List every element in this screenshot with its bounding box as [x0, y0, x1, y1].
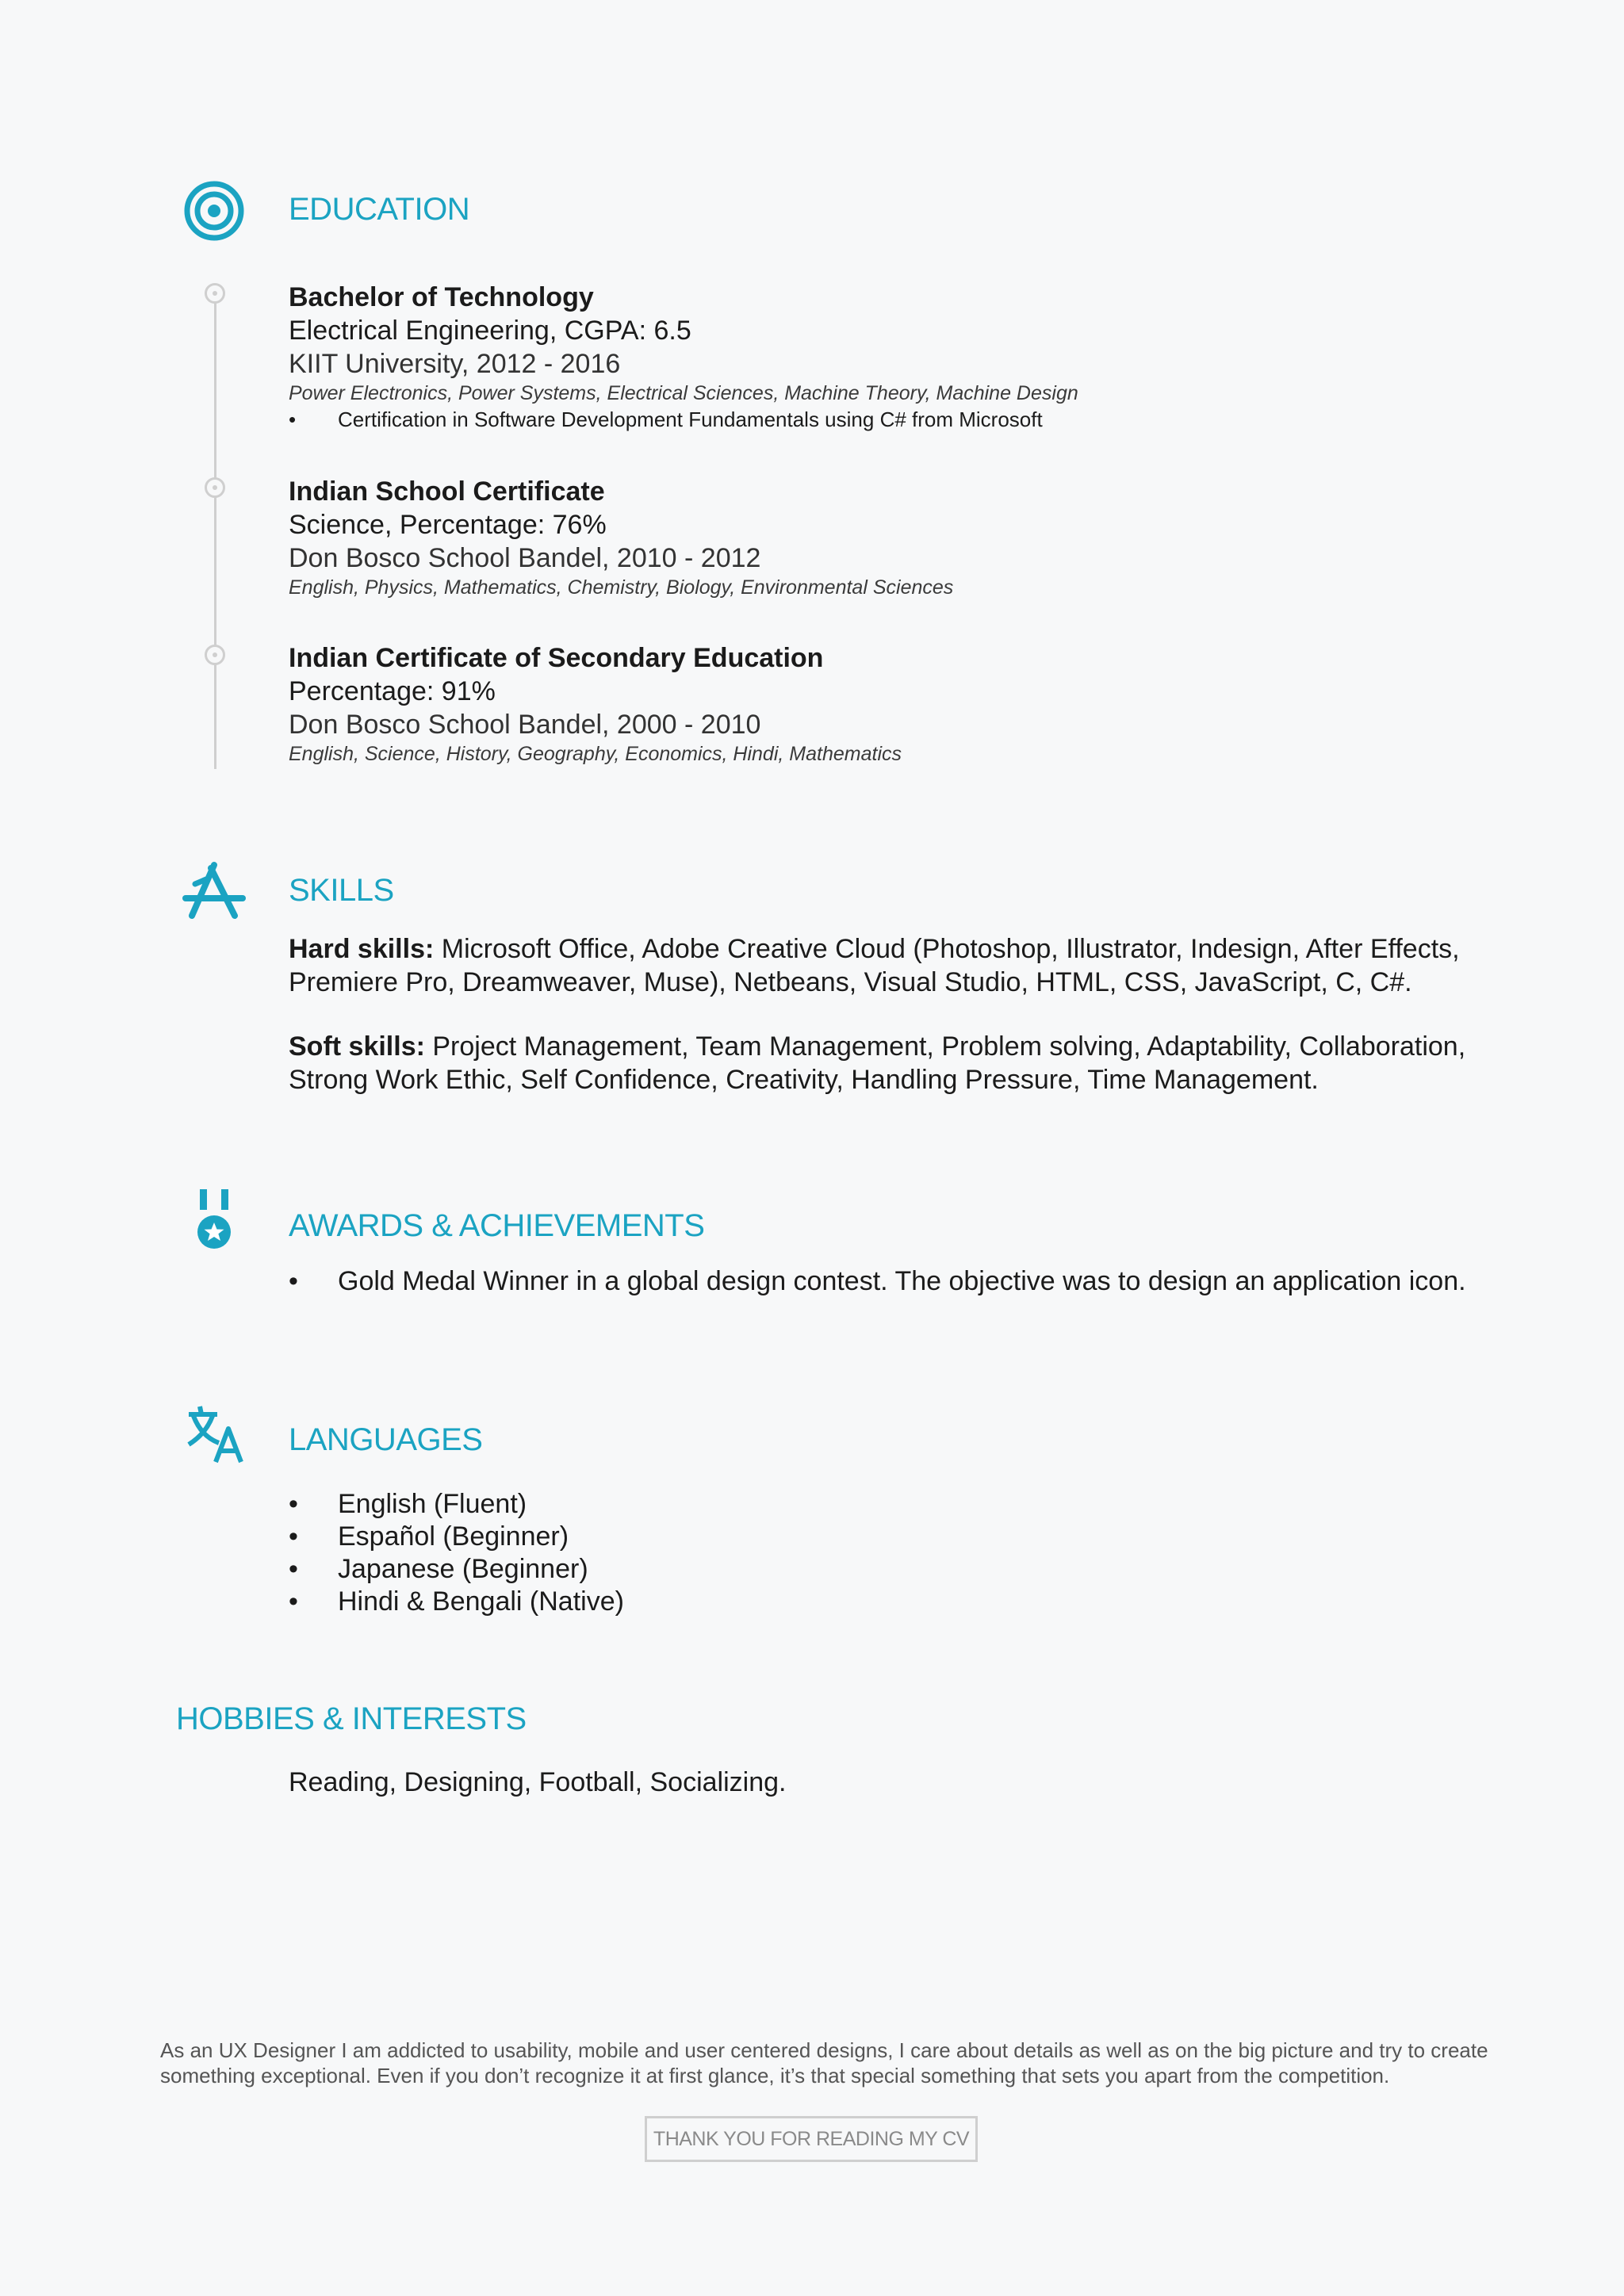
- subjects: English, Physics, Mathematics, Chemistry, Biology, Environmental Sciences: [289, 576, 954, 599]
- hard-skills-text: Microsoft Office, Adobe Creative Cloud (Photoshop, Illustrator, Indesign, After Effects, Premiere Pro, Dreamweaver, Muse), Netbeans, Visual Studio, HTML, CSS, JavaScript, C, C#.: [289, 934, 1460, 997]
- degree-title: Indian Certificate of Secondary Education: [289, 643, 824, 673]
- degree-field: Electrical Engineering, CGPA: 6.5: [289, 316, 691, 346]
- school-name: Don Bosco School Bandel, 2010 - 2012: [289, 543, 761, 573]
- subjects: Power Electronics, Power Systems, Electrical Sciences, Machine Theory, Machine Design: [289, 382, 1078, 404]
- translate-icon: [184, 1405, 247, 1465]
- award-item: • Gold Medal Winner in a global design contest. The objective was to design an application icon.: [289, 1265, 1624, 1298]
- soft-skills-text: Project Management, Team Management, Problem solving, Adaptability, Collaboration, Strong Work Ethic, Self Confidence, Creativity, Handling Pressure, Time Management.: [289, 1031, 1466, 1095]
- degree-title: Indian School Certificate: [289, 476, 605, 507]
- education-entry: [289, 281, 1078, 433]
- languages-title: LANGUAGES: [289, 1422, 483, 1457]
- list-item: • English (Fluent): [289, 1488, 624, 1521]
- awards-title: AWARDS & ACHIEVEMENTS: [289, 1208, 705, 1243]
- school-name: Don Bosco School Bandel, 2000 - 2010: [289, 710, 761, 740]
- medal-icon: [197, 1189, 232, 1253]
- hard-skills: [289, 932, 1526, 999]
- skills-title: SKILLS: [289, 873, 394, 908]
- education-entry: [289, 475, 953, 600]
- footer-summary: As an UX Designer I am addicted to usability, mobile and user centered designs, I care about details as well as on the big picture and try to create something exceptional. Even if you don’t recognize it at first glance, it’s that special something that sets you apart from the competition.: [160, 2038, 1488, 2087]
- degree-field: Percentage: 91%: [289, 676, 496, 706]
- degree-field: Science, Percentage: 76%: [289, 510, 607, 540]
- hobbies-text: Reading, Designing, Football, Socializing.: [289, 1767, 787, 1797]
- list-item: • Español (Beginner): [289, 1521, 624, 1553]
- soft-skills-label: Soft skills:: [289, 1031, 425, 1062]
- education-title: EDUCATION: [289, 192, 470, 227]
- thank-you-badge: THANK YOU FOR READING MY CV: [645, 2116, 978, 2162]
- timeline-dot: [205, 645, 225, 665]
- hobbies-title: HOBBIES & INTERESTS: [176, 1701, 527, 1736]
- timeline-dot: [205, 283, 225, 304]
- certification-item: • Certification in Software Development Fundamentals using C# from Microsoft: [289, 406, 1078, 433]
- degree-title: Bachelor of Technology: [289, 282, 594, 312]
- soft-skills: [289, 1030, 1526, 1096]
- school-name: KIIT University, 2012 - 2016: [289, 349, 621, 379]
- app-store-icon: [182, 860, 246, 920]
- education-timeline: [214, 293, 216, 769]
- list-item: • Japanese (Beginner): [289, 1553, 624, 1586]
- target-icon: [184, 181, 244, 241]
- list-item: • Hindi & Bengali (Native): [289, 1586, 624, 1618]
- education-entry: [289, 641, 902, 767]
- languages-list: [289, 1488, 624, 1618]
- hard-skills-label: Hard skills:: [289, 934, 435, 964]
- timeline-dot: [205, 477, 225, 498]
- subjects: English, Science, History, Geography, Economics, Hindi, Mathematics: [289, 743, 902, 765]
